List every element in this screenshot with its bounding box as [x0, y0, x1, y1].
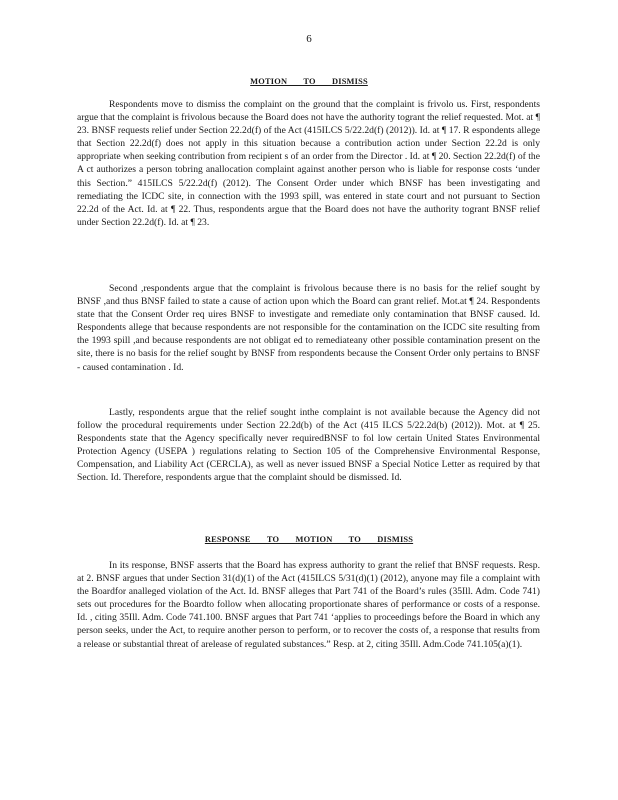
paragraph-1 [77, 98, 540, 229]
page-number: 6 [306, 33, 312, 45]
paragraph-2 [77, 282, 540, 374]
paragraph-4-text: In its response, BNSF asserts that the Board has express authority to grant the relief that BNSF requests. Resp. at 2. BNSF argues that under Section 31(d)(1) of the Act (415ILCS 5/31(d)(1) (2012), anyone may file a complaint with the Boardfor analleged violation of the Act. Id. BNSF alleges that Part 741 of the Board’s rules (35Ill. Adm. Code 741) sets out procedures for the Boardto follow when allocating proportionate shares of performance or costs of a response. Id. , citing 35Ill. Adm. Code 741.100. BNSF argues that Part 741 ‘applies to proceedings before the Board in which any person seeks, under the Act, to require another person to perform, or to recover the costs of, a response that results from a release or substantial threat of arelease of regulated substances.” Resp. at 2, citing 35Ill. Adm.Code 741.105(a)(1). [77, 560, 540, 650]
paragraph-2-text: Second ,respondents argue that the complaint is frivolous because there is no basis for the relief sought by BNSF ,and thus BNSF failed to state a cause of action upon which the Board can grant relief. Mot.at ¶ 24. Respondents state that the Consent Order req uires BNSF to investigate and remediate only contamination that BNSF caused. Id. Respondents allege that because respondents are not responsible for the contamination on the ICDC site resulting from the 1993 spill ,and because respondents are not obligat ed to remediateany other possible contamination present on the site, there is no basis for the relief sought by BNSF from respondents because the Consent Order only pertains to BNSF - caused contamination . Id. [77, 283, 540, 373]
paragraph-3 [77, 406, 540, 485]
paragraph-4 [77, 559, 540, 651]
paragraph-1-text: Respondents move to dismiss the complaint on the ground that the complaint is frivolo us. First, respondents argue that the complaint is frivolous because the Board does not have the authority togrant the relief requested. Mot. at ¶ 23. BNSF requests relief under Section 22.2d(f) of the Act (415ILCS 5/22.2d(f) (2012)). Id. at ¶ 17. R espondents allege that Section 22.2d(f) does not apply in this situation because a contribution action under Section 22.2d is only appropriate when seeking contribution from recipient s of an order from the Director . Id. at ¶ 20. Section 22.2d(f) of the A ct authorizes a person tobring anallocation complaint against another person who is liable for response costs ‘under this Section.” 415ILCS 5/22.2d(f) (2012). The Consent Order under which BNSF has been investigating and remediating the ICDC site, in connection with the 1993 spill, was entered in state court and not pursuant to Section 22.2d of the Act. Id. at ¶ 22. Thus, respondents argue that the Board does not have the authority togrant BNSF relief under Section 22.2d(f). Id. at ¶ 23. [77, 99, 540, 228]
heading-response-to-motion: RESPONSE TO MOTION TO DISMISS [204, 535, 414, 544]
paragraph-3-text: Lastly, respondents argue that the relief sought inthe complaint is not available because the Agency did not follow the procedural requirements under Section 22.2d(b) of the Act (415 ILCS 5/22.2d(b) (2012)). Mot. at ¶ 25. Respondents state that the Agency specifically never requiredBNSF to fol low certain United States Environmental Protection Agency (USEPA ) regulations relating to Section 105 of the Comprehensive Environmental Response, Compensation, and Liability Act (CERCLA), as well as never issued BNSF a Special Notice Letter as required by that Section. Id. Therefore, respondents argue that the complaint should be dismissed. Id. [77, 407, 540, 484]
heading-motion-to-dismiss: MOTION TO DISMISS [250, 77, 368, 86]
